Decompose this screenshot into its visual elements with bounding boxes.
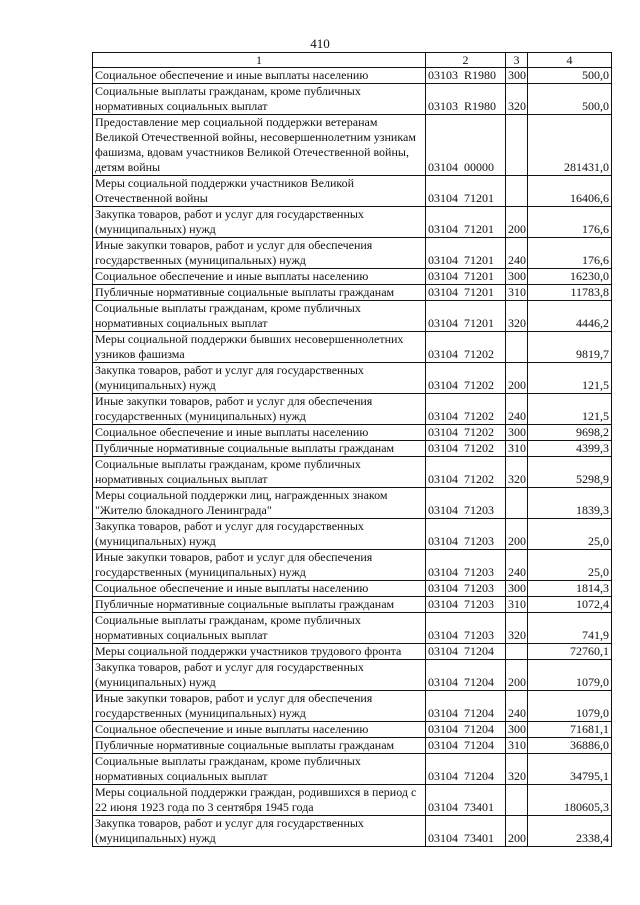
row-target-code: 71201	[464, 285, 494, 299]
row-code	[426, 457, 506, 488]
row-name: Закупка товаров, работ и услуг для государственных (муниципальных) нужд	[93, 519, 426, 550]
row-section-code: 03104	[428, 722, 458, 736]
row-section-code: 03104	[428, 253, 458, 267]
column-header-code: 2	[426, 53, 506, 68]
row-sum: 2338,4	[528, 816, 612, 847]
row-sum: 4446,2	[528, 301, 612, 332]
row-expense-kind: 300	[506, 722, 528, 738]
row-expense-kind: 200	[506, 363, 528, 394]
row-target-code: 71202	[464, 409, 494, 423]
row-code	[426, 441, 506, 457]
row-code	[426, 363, 506, 394]
table-row	[93, 597, 612, 613]
row-sum: 121,5	[528, 363, 612, 394]
row-section-code: 03104	[428, 378, 458, 392]
row-name: Меры социальной поддержки участников трудового фронта	[93, 644, 426, 660]
row-target-code: 71202	[464, 472, 494, 486]
row-expense-kind: 300	[506, 581, 528, 597]
row-sum: 4399,3	[528, 441, 612, 457]
row-target-code: 71204	[464, 675, 494, 689]
row-name: Меры социальной поддержки лиц, награжденных знаком "Жителю блокадного Ленинграда"	[93, 488, 426, 519]
row-expense-kind: 320	[506, 613, 528, 644]
row-target-code: 71202	[464, 378, 494, 392]
row-name: Публичные нормативные социальные выплаты гражданам	[93, 597, 426, 613]
row-section-code: 03104	[428, 409, 458, 423]
row-code	[426, 207, 506, 238]
row-target-code: 71201	[464, 222, 494, 236]
row-code	[426, 394, 506, 425]
table-row	[93, 691, 612, 722]
table-row	[93, 457, 612, 488]
row-expense-kind	[506, 176, 528, 207]
table-row	[93, 722, 612, 738]
page-number: 410	[310, 36, 330, 51]
row-expense-kind: 320	[506, 457, 528, 488]
row-target-code: 73401	[464, 800, 494, 814]
row-code	[426, 488, 506, 519]
row-sum: 34795,1	[528, 754, 612, 785]
row-expense-kind: 320	[506, 84, 528, 115]
row-target-code: 73401	[464, 831, 494, 845]
row-code	[426, 519, 506, 550]
row-code	[426, 285, 506, 301]
row-section-code: 03104	[428, 472, 458, 486]
row-section-code: 03104	[428, 425, 458, 439]
row-sum: 741,9	[528, 613, 612, 644]
row-expense-kind	[506, 785, 528, 816]
row-name: Меры социальной поддержки граждан, родившихся в период с 22 июня 1923 года по 3 сентября 1945 года	[93, 785, 426, 816]
row-target-code: 00000	[464, 160, 494, 174]
row-target-code: 71202	[464, 347, 494, 361]
row-name: Предоставление мер социальной поддержки ветеранам Великой Отечественной войны, несовершеннолетним узникам фашизма, вдовам участников Великой Отечественной войны, детям войны	[93, 115, 426, 176]
table-row	[93, 176, 612, 207]
row-section-code: 03104	[428, 831, 458, 845]
row-target-code: 71201	[464, 269, 494, 283]
row-code	[426, 738, 506, 754]
row-section-code: 03104	[428, 503, 458, 517]
table-row	[93, 519, 612, 550]
row-sum: 72760,1	[528, 644, 612, 660]
row-expense-kind: 300	[506, 269, 528, 285]
row-code	[426, 68, 506, 84]
table-row	[93, 581, 612, 597]
row-expense-kind: 240	[506, 550, 528, 581]
row-code	[426, 550, 506, 581]
row-section-code: 03104	[428, 565, 458, 579]
row-expense-kind: 200	[506, 816, 528, 847]
row-target-code: 71202	[464, 441, 494, 455]
row-expense-kind: 310	[506, 441, 528, 457]
row-section-code: 03104	[428, 675, 458, 689]
row-name: Социальные выплаты гражданам, кроме публичных нормативных социальных выплат	[93, 84, 426, 115]
table-row	[93, 816, 612, 847]
row-sum: 16230,0	[528, 269, 612, 285]
row-target-code: 71201	[464, 253, 494, 267]
table-row	[93, 363, 612, 394]
row-section-code: 03104	[428, 222, 458, 236]
table-row	[93, 785, 612, 816]
row-expense-kind: 240	[506, 238, 528, 269]
row-target-code: R1980	[464, 68, 497, 82]
row-sum: 5298,9	[528, 457, 612, 488]
row-name: Социальное обеспечение и иные выплаты населению	[93, 269, 426, 285]
table-row	[93, 613, 612, 644]
row-section-code: 03104	[428, 644, 458, 658]
table-row	[93, 285, 612, 301]
row-target-code: 71202	[464, 425, 494, 439]
row-section-code: 03104	[428, 597, 458, 611]
row-sum: 180605,3	[528, 785, 612, 816]
row-sum: 1814,3	[528, 581, 612, 597]
row-code	[426, 425, 506, 441]
row-name: Социальные выплаты гражданам, кроме публичных нормативных социальных выплат	[93, 457, 426, 488]
row-expense-kind: 200	[506, 519, 528, 550]
row-name: Иные закупки товаров, работ и услуг для обеспечения государственных (муниципальных) нужд	[93, 394, 426, 425]
row-expense-kind	[506, 488, 528, 519]
row-section-code: 03104	[428, 534, 458, 548]
row-expense-kind: 320	[506, 754, 528, 785]
row-target-code: 71204	[464, 706, 494, 720]
row-target-code: 71203	[464, 628, 494, 642]
row-sum: 16406,6	[528, 176, 612, 207]
table-row	[93, 644, 612, 660]
row-section-code: 03104	[428, 769, 458, 783]
row-sum: 11783,8	[528, 285, 612, 301]
row-section-code: 03104	[428, 706, 458, 720]
table-row	[93, 301, 612, 332]
row-target-code: 71204	[464, 644, 494, 658]
row-target-code: 71204	[464, 738, 494, 752]
row-target-code: 71203	[464, 597, 494, 611]
table-row	[93, 269, 612, 285]
row-section-code: 03104	[428, 441, 458, 455]
row-name: Публичные нормативные социальные выплаты гражданам	[93, 738, 426, 754]
row-sum: 9698,2	[528, 425, 612, 441]
row-name: Иные закупки товаров, работ и услуг для обеспечения государственных (муниципальных) нужд	[93, 691, 426, 722]
table-body	[93, 68, 612, 847]
row-expense-kind	[506, 115, 528, 176]
row-section-code: 03104	[428, 160, 458, 174]
row-section-code: 03103	[428, 68, 458, 82]
table-row	[93, 84, 612, 115]
row-target-code: 71203	[464, 565, 494, 579]
row-expense-kind: 240	[506, 691, 528, 722]
row-target-code: 71204	[464, 769, 494, 783]
row-target-code: 71203	[464, 581, 494, 595]
table-row	[93, 488, 612, 519]
column-header-kind: 3	[506, 53, 528, 68]
row-name: Закупка товаров, работ и услуг для государственных (муниципальных) нужд	[93, 816, 426, 847]
row-target-code: 71203	[464, 503, 494, 517]
row-code	[426, 238, 506, 269]
budget-table	[92, 52, 612, 847]
row-code	[426, 660, 506, 691]
row-code	[426, 754, 506, 785]
table-row	[93, 332, 612, 363]
row-code	[426, 722, 506, 738]
table-row	[93, 550, 612, 581]
row-code	[426, 597, 506, 613]
row-sum: 176,6	[528, 207, 612, 238]
row-sum: 1839,3	[528, 488, 612, 519]
row-code	[426, 301, 506, 332]
row-section-code: 03104	[428, 581, 458, 595]
row-name: Иные закупки товаров, работ и услуг для обеспечения государственных (муниципальных) нужд	[93, 238, 426, 269]
row-section-code: 03104	[428, 269, 458, 283]
row-sum: 1079,0	[528, 660, 612, 691]
table-row	[93, 238, 612, 269]
row-code	[426, 785, 506, 816]
row-name: Публичные нормативные социальные выплаты гражданам	[93, 285, 426, 301]
row-name: Социальные выплаты гражданам, кроме публичных нормативных социальных выплат	[93, 301, 426, 332]
row-sum: 176,6	[528, 238, 612, 269]
row-section-code: 03103	[428, 99, 458, 113]
row-section-code: 03104	[428, 285, 458, 299]
table-row	[93, 394, 612, 425]
row-sum: 25,0	[528, 550, 612, 581]
row-name: Социальные выплаты гражданам, кроме публичных нормативных социальных выплат	[93, 613, 426, 644]
row-expense-kind: 300	[506, 425, 528, 441]
row-code	[426, 581, 506, 597]
table-row	[93, 441, 612, 457]
row-name: Закупка товаров, работ и услуг для государственных (муниципальных) нужд	[93, 207, 426, 238]
row-code	[426, 84, 506, 115]
row-code	[426, 644, 506, 660]
row-code	[426, 332, 506, 363]
row-sum: 500,0	[528, 68, 612, 84]
row-name: Социальное обеспечение и иные выплаты населению	[93, 581, 426, 597]
row-name: Публичные нормативные социальные выплаты гражданам	[93, 441, 426, 457]
row-target-code: R1980	[464, 99, 497, 113]
row-sum: 500,0	[528, 84, 612, 115]
row-sum: 25,0	[528, 519, 612, 550]
row-name: Меры социальной поддержки бывших несовершеннолетних узников фашизма	[93, 332, 426, 363]
table-row	[93, 738, 612, 754]
row-section-code: 03104	[428, 738, 458, 752]
table-row	[93, 115, 612, 176]
row-target-code: 71201	[464, 191, 494, 205]
row-name: Закупка товаров, работ и услуг для государственных (муниципальных) нужд	[93, 363, 426, 394]
row-expense-kind: 320	[506, 301, 528, 332]
row-section-code: 03104	[428, 628, 458, 642]
row-sum: 36886,0	[528, 738, 612, 754]
row-expense-kind: 310	[506, 597, 528, 613]
row-target-code: 71203	[464, 534, 494, 548]
row-sum: 121,5	[528, 394, 612, 425]
row-name: Меры социальной поддержки участников Великой Отечественной войны	[93, 176, 426, 207]
row-sum: 9819,7	[528, 332, 612, 363]
row-section-code: 03104	[428, 800, 458, 814]
row-section-code: 03104	[428, 191, 458, 205]
row-sum: 71681,1	[528, 722, 612, 738]
row-section-code: 03104	[428, 316, 458, 330]
row-code	[426, 691, 506, 722]
row-code	[426, 613, 506, 644]
row-sum: 281431,0	[528, 115, 612, 176]
row-target-code: 71204	[464, 722, 494, 736]
row-code	[426, 176, 506, 207]
row-target-code: 71201	[464, 316, 494, 330]
table-header-row	[93, 53, 612, 68]
table-row	[93, 754, 612, 785]
table-row	[93, 425, 612, 441]
table-row	[93, 207, 612, 238]
row-name: Иные закупки товаров, работ и услуг для обеспечения государственных (муниципальных) нужд	[93, 550, 426, 581]
row-expense-kind: 200	[506, 660, 528, 691]
row-expense-kind: 310	[506, 738, 528, 754]
row-name: Социальное обеспечение и иные выплаты населению	[93, 425, 426, 441]
row-code	[426, 816, 506, 847]
row-expense-kind: 300	[506, 68, 528, 84]
column-header-name: 1	[93, 53, 426, 68]
row-code	[426, 115, 506, 176]
table-row	[93, 68, 612, 84]
row-name: Социальное обеспечение и иные выплаты населению	[93, 722, 426, 738]
row-expense-kind: 200	[506, 207, 528, 238]
row-section-code: 03104	[428, 347, 458, 361]
row-sum: 1072,4	[528, 597, 612, 613]
row-sum: 1079,0	[528, 691, 612, 722]
row-name: Социальные выплаты гражданам, кроме публичных нормативных социальных выплат	[93, 754, 426, 785]
row-expense-kind: 310	[506, 285, 528, 301]
row-code	[426, 269, 506, 285]
row-expense-kind	[506, 332, 528, 363]
row-name: Социальное обеспечение и иные выплаты населению	[93, 68, 426, 84]
row-expense-kind: 240	[506, 394, 528, 425]
column-header-sum: 4	[528, 53, 612, 68]
table-row	[93, 660, 612, 691]
row-name: Закупка товаров, работ и услуг для государственных (муниципальных) нужд	[93, 660, 426, 691]
row-expense-kind	[506, 644, 528, 660]
